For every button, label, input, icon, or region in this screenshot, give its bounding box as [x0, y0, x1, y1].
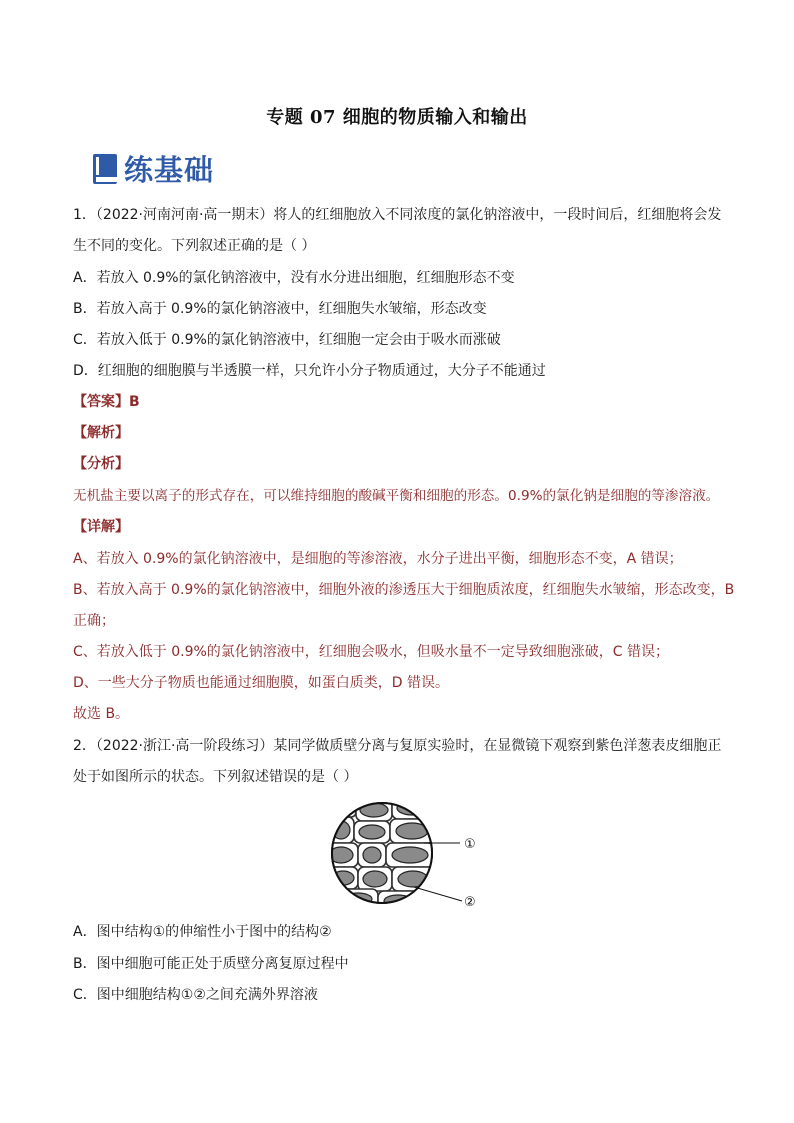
q1-conclusion: 故选 B。	[73, 706, 130, 722]
q2-stem-line2: 处于如图所示的状态。下列叙述错误的是（ ）	[73, 769, 358, 785]
page-title: 专题 07 细胞的物质输入和输出	[266, 107, 528, 128]
q1-stem-line2: 生不同的变化。下列叙述正确的是（ ）	[73, 238, 316, 254]
q1-detail-label: 【详解】	[73, 519, 129, 535]
q2-option-a: A．图中结构①的伸缩性小于图中的结构②	[73, 924, 332, 940]
q1-fenxi-text: 无机盐主要以离子的形式存在，可以维持细胞的酸碱平衡和细胞的形态。0.9%的氯化钠是细胞的等渗溶液。	[73, 488, 720, 504]
q1-analysis-label: 【解析】	[73, 425, 129, 441]
q2-option-c: C．图中细胞结构①②之间充满外界溶液	[73, 987, 318, 1003]
cell-grid	[328, 797, 434, 909]
q1-detail-b-line1: B、若放入高于 0.9%的氯化钠溶液中，细胞外液的渗透压大于细胞质浓度，红细胞失水皱缩，形态改变，B	[73, 582, 735, 598]
q1-option-c: C．若放入低于 0.9%的氯化钠溶液中，红细胞一定会由于吸水而涨破	[73, 332, 501, 348]
q2-stem-line1: 2．（2022·浙江·高一阶段练习）某同学做质壁分离与复原实验时，在显微镜下观察到紫色洋葱表皮细胞正	[73, 738, 722, 754]
q1-fenxi-label: 【分析】	[73, 456, 129, 472]
q1-detail-a: A、若放入 0.9%的氯化钠溶液中，是细胞的等渗溶液，水分子进出平衡，细胞形态不变，A 错误；	[73, 551, 683, 567]
q1-option-a: A．若放入 0.9%的氯化钠溶液中，没有水分进出细胞，红细胞形态不变	[73, 270, 515, 286]
q1-detail-b-line2: 正确；	[73, 613, 115, 629]
book-icon	[92, 153, 120, 185]
q1-option-b: B．若放入高于 0.9%的氯化钠溶液中，红细胞失水皱缩，形态改变	[73, 301, 487, 317]
section-label: 练基础	[124, 153, 215, 187]
q1-detail-d: D、一些大分子物质也能通过细胞膜，如蛋白质类，D 错误。	[73, 675, 450, 691]
figure-label-2: ②	[464, 895, 476, 909]
cell-microscope-figure	[328, 797, 492, 909]
q1-option-d: D．红细胞的细胞膜与半透膜一样，只允许小分子物质通过，大分子不能通过	[73, 363, 546, 379]
figure-label-1: ①	[464, 837, 476, 852]
leader-line-2	[414, 887, 462, 901]
q1-detail-c: C、若放入低于 0.9%的氯化钠溶液中，红细胞会吸水，但吸水量不一定导致细胞涨破，C 错误；	[73, 644, 670, 660]
section-header	[92, 148, 214, 189]
q2-option-b: B．图中细胞可能正处于质壁分离复原过程中	[73, 956, 349, 972]
q1-answer: 【答案】B	[73, 394, 140, 410]
q1-stem-line1: 1．（2022·河南河南·高一期末）将人的红细胞放入不同浓度的氯化钠溶液中，一段时间后，红细胞将会发	[73, 207, 722, 223]
